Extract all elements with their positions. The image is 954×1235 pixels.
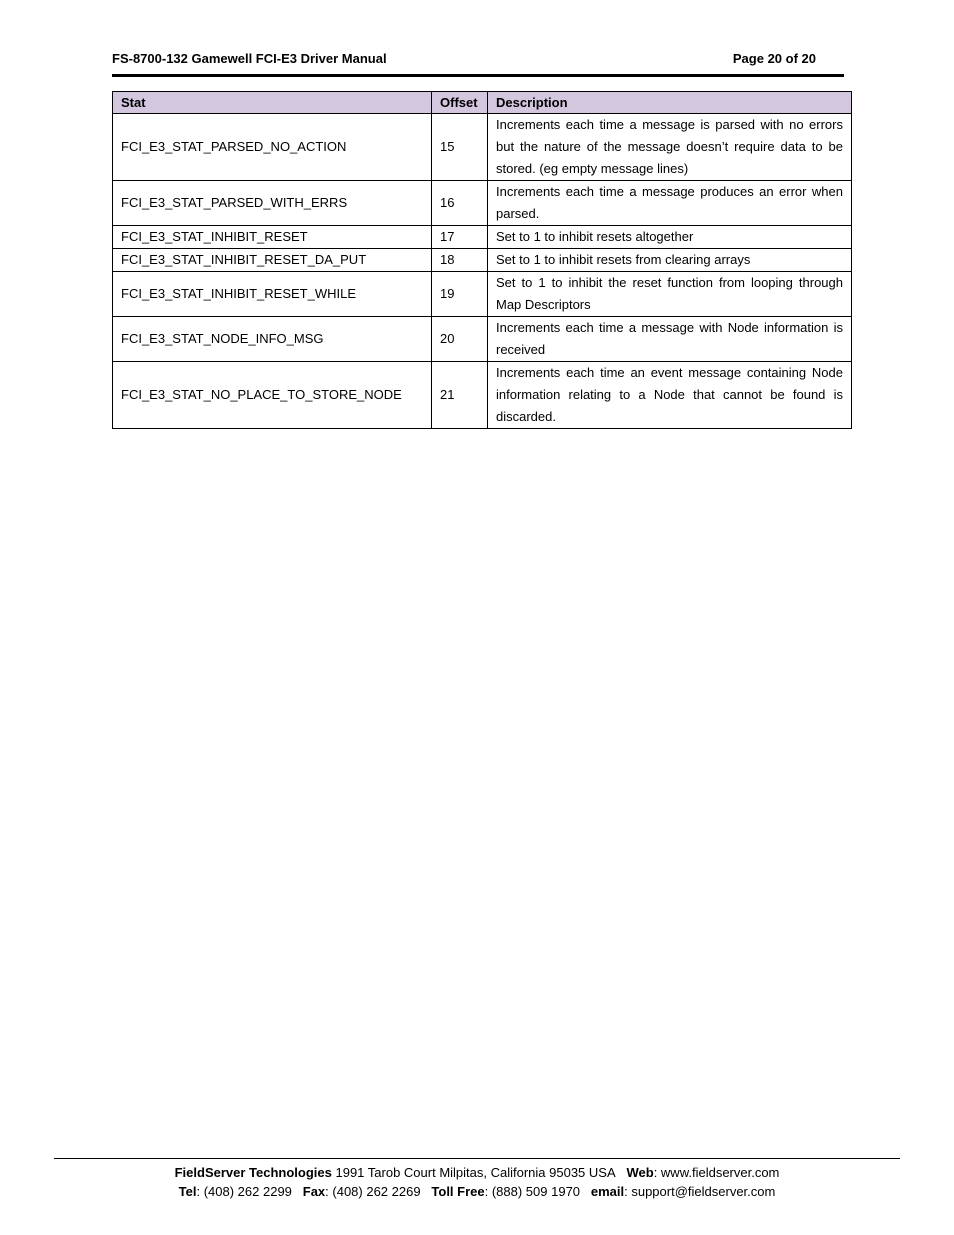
table-row [113, 226, 852, 249]
stats-table [112, 91, 852, 429]
description-cell: Set to 1 to inhibit resets from clearing arrays [488, 249, 852, 272]
table-header-row [113, 92, 852, 114]
footer-line-2 [54, 1182, 900, 1201]
stat-cell: FCI_E3_STAT_NO_PLACE_TO_STORE_NODE [113, 362, 432, 429]
page-footer [54, 1158, 900, 1201]
stat-cell: FCI_E3_STAT_INHIBIT_RESET [113, 226, 432, 249]
offset-cell: 17 [432, 226, 488, 249]
footer-web[interactable]: : www.fieldserver.com [653, 1165, 780, 1180]
stat-cell: FCI_E3_STAT_NODE_INFO_MSG [113, 317, 432, 362]
footer-company: FieldServer Technologies [174, 1165, 332, 1180]
column-header-offset: Offset [432, 92, 488, 114]
footer-tel: : (408) 262 2299 [196, 1184, 292, 1199]
footer-email[interactable]: : support@fieldserver.com [624, 1184, 776, 1199]
footer-tel-label: Tel [178, 1184, 197, 1199]
stat-cell: FCI_E3_STAT_PARSED_NO_ACTION [113, 114, 432, 181]
table-row [113, 249, 852, 272]
footer-line-1 [54, 1163, 900, 1182]
column-header-stat: Stat [113, 92, 432, 114]
stat-cell: FCI_E3_STAT_INHIBIT_RESET_WHILE [113, 272, 432, 317]
table-row [113, 362, 852, 429]
document-title: FS-8700-132 Gamewell FCI-E3 Driver Manual [112, 51, 387, 66]
column-header-description: Description [488, 92, 852, 114]
offset-cell: 19 [432, 272, 488, 317]
offset-cell: 18 [432, 249, 488, 272]
footer-email-label: email [590, 1184, 625, 1199]
footer-tollfree-label: Toll Free [431, 1184, 485, 1199]
description-cell: Increments each time a message produces an error when parsed. [488, 181, 852, 226]
table-row [113, 181, 852, 226]
table-row [113, 272, 852, 317]
footer-address: 1991 Tarob Court Milpitas, California 95035 USA [331, 1165, 616, 1180]
offset-cell: 16 [432, 181, 488, 226]
description-cell: Increments each time a message with Node information is received [488, 317, 852, 362]
table-row [113, 317, 852, 362]
description-cell: Set to 1 to inhibit the reset function from looping through Map Descriptors [488, 272, 852, 317]
footer-web-label: Web [626, 1165, 654, 1180]
offset-cell: 20 [432, 317, 488, 362]
footer-tollfree: : (888) 509 1970 [484, 1184, 581, 1199]
description-cell: Set to 1 to inhibit resets altogether [488, 226, 852, 249]
footer-fax: : (408) 262 2269 [325, 1184, 421, 1199]
page-number: Page 20 of 20 [732, 51, 816, 66]
description-cell: Increments each time an event message containing Node information relating to a Node that cannot be found is discarded. [488, 362, 852, 429]
offset-cell: 15 [432, 114, 488, 181]
table-row [113, 114, 852, 181]
stat-cell: FCI_E3_STAT_PARSED_WITH_ERRS [113, 181, 432, 226]
footer-fax-label: Fax [302, 1184, 326, 1199]
page-header [112, 50, 844, 77]
description-cell: Increments each time a message is parsed with no errors but the nature of the message doesn’t require data to be stored. (eg empty message lines) [488, 114, 852, 181]
offset-cell: 21 [432, 362, 488, 429]
stat-cell: FCI_E3_STAT_INHIBIT_RESET_DA_PUT [113, 249, 432, 272]
